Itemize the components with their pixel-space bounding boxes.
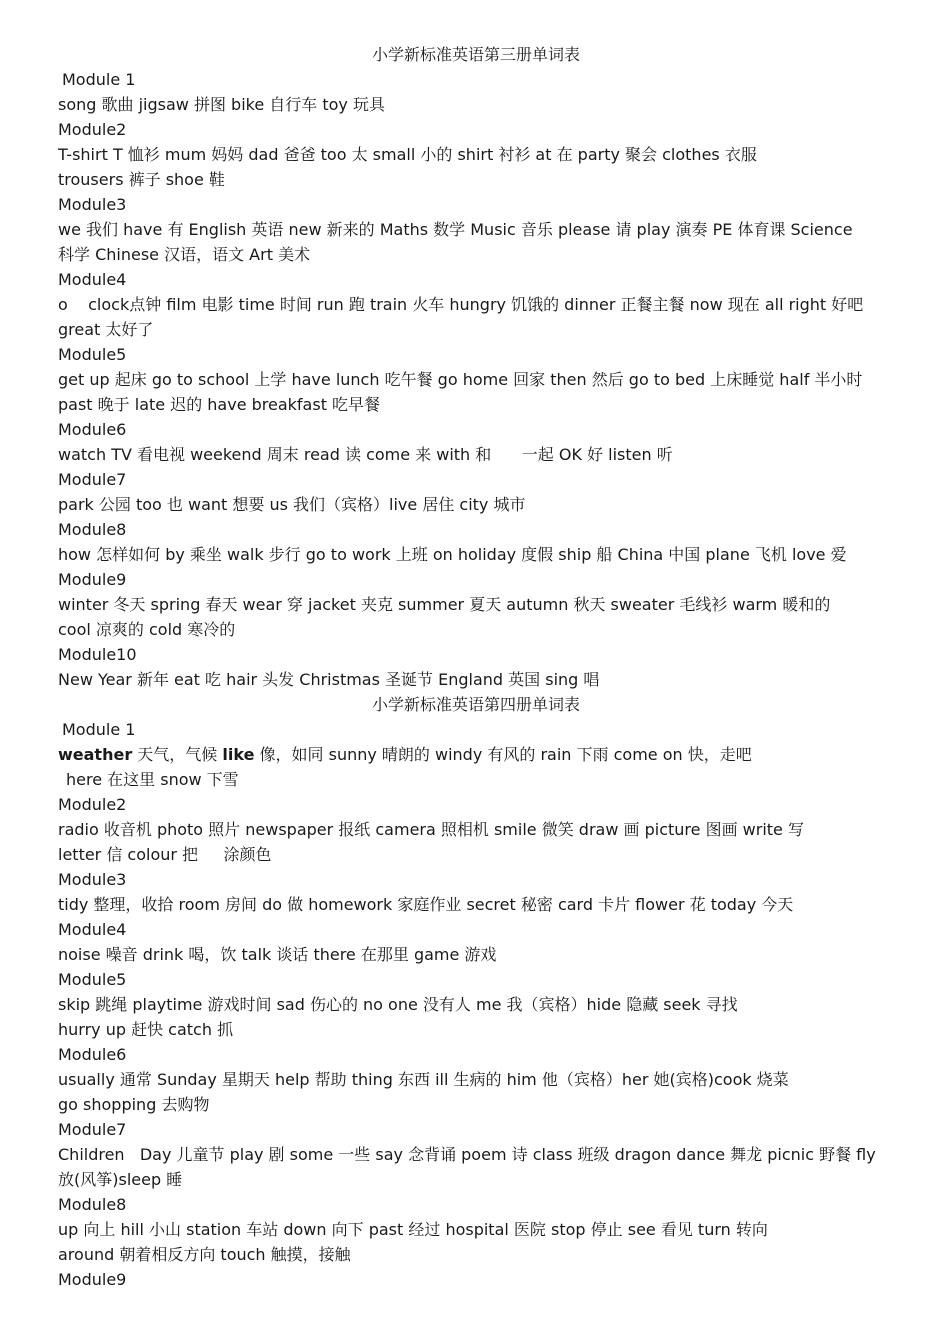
book3-module5-words: get up 起床 go to school 上学 have lunch 吃午餐 go home 回家 then 然后 go to bed 上床睡觉 half 半小时 [58, 370, 863, 389]
book3-module4-heading: Module4 [58, 270, 127, 289]
book3-module9-words: winter 冬天 spring 春天 wear 穿 jacket 夹克 summer 夏天 autumn 秋天 sweater 毛线衫 warm 暖和的 [58, 595, 831, 614]
book3-module5-heading: Module5 [58, 345, 127, 364]
book4-module6-words: usually 通常 Sunday 星期天 help 帮助 thing 东西 ill 生病的 him 他（宾格）her 她(宾格)cook 烧菜 [58, 1070, 789, 1089]
book4-module9-heading: Module9 [58, 1270, 127, 1289]
book3-module8-words: how 怎样如何 by 乘坐 walk 步行 go to work 上班 on holiday 度假 ship 船 China 中国 plane 飞机 love 爱 [58, 545, 847, 564]
book3-title: 小学新标准英语第三册单词表 [371, 45, 580, 64]
book3-module9-heading: Module9 [58, 570, 127, 589]
book4-module4-heading: Module4 [58, 920, 127, 939]
book3-module7-heading: Module7 [58, 470, 127, 489]
book4-module8-heading: Module8 [58, 1195, 127, 1214]
book4-module8-words: up 向上 hill 小山 station 车站 down 向下 past 经过 hospital 医院 stop 停止 see 看见 turn 转向 [58, 1220, 768, 1239]
word-like: like [222, 745, 255, 764]
book4-module5-heading: Module5 [58, 970, 127, 989]
book4-module5-words-cont: hurry up 赶快 catch 抓 [58, 1020, 234, 1039]
book3-module10-heading: Module10 [58, 645, 137, 664]
book3-module2-heading: Module2 [58, 120, 127, 139]
word-weather-meaning: 天气，气候 [132, 745, 223, 764]
book3-module3-words-cont: 科学 Chinese 汉语，语文 Art 美术 [58, 245, 311, 264]
book3-module4-words-cont: great 太好了 [58, 320, 154, 339]
book3-module5-words-cont: past 晚于 late 迟的 have breakfast 吃早餐 [58, 395, 381, 414]
book3-module3-heading: Module3 [58, 195, 127, 214]
book3-module7-words: park 公园 too 也 want 想要 us 我们（宾格）live 居住 city 城市 [58, 495, 526, 514]
book3-module1-heading: Module 1 [62, 70, 136, 89]
book4-module1-words [58, 742, 894, 767]
book4-module1-words-rest: 像，如同 sunny 晴朗的 windy 有风的 rain 下雨 come on 快，走吧 [254, 745, 752, 764]
book3-module2-words: T-shirt T 恤衫 mum 妈妈 dad 爸爸 too 太 small 小的 shirt 衬衫 at 在 party 聚会 clothes 衣服 [58, 145, 757, 164]
book4-module2-heading: Module2 [58, 795, 127, 814]
word-weather: weather [58, 745, 133, 764]
book4-module2-words: radio 收音机 photo 照片 newspaper 报纸 camera 照相机 smile 微笑 draw 画 picture 图画 write 写 [58, 820, 804, 839]
book3-module4-words: o clock点钟 film 电影 time 时间 run 跑 train 火车 hungry 饥饿的 dinner 正餐主餐 now 现在 all right 好吧 [58, 295, 864, 314]
book4-title: 小学新标准英语第四册单词表 [371, 695, 580, 714]
book4-module7-words-cont: 放(风筝)sleep 睡 [58, 1170, 183, 1189]
book4-module6-heading: Module6 [58, 1045, 127, 1064]
book4-module1-words-cont: here 在这里 snow 下雪 [66, 770, 239, 789]
book4-module8-words-cont: around 朝着相反方向 touch 触摸，接触 [58, 1245, 351, 1264]
book3-module8-heading: Module8 [58, 520, 127, 539]
book3-module9-words-cont: cool 凉爽的 cold 寒冷的 [58, 620, 236, 639]
book4-module6-words-cont: go shopping 去购物 [58, 1095, 210, 1114]
book3-module6-heading: Module6 [58, 420, 127, 439]
book4-module3-words: tidy 整理，收拾 room 房间 do 做 homework 家庭作业 secret 秘密 card 卡片 flower 花 today 今天 [58, 895, 794, 914]
book3-module10-words: New Year 新年 eat 吃 hair 头发 Christmas 圣诞节 England 英国 sing 唱 [58, 670, 600, 689]
book3-module3-words: we 我们 have 有 English 英语 new 新来的 Maths 数学 Music 音乐 please 请 play 演奏 PE 体育课 Science [58, 220, 853, 239]
book4-module7-words: Children Day 儿童节 play 剧 some 一些 say 念背诵 poem 诗 class 班级 dragon dance 舞龙 picnic 野餐 fly [58, 1145, 876, 1164]
book3-module1-words: song 歌曲 jigsaw 拼图 bike 自行车 toy 玩具 [58, 95, 385, 114]
book4-module1-heading: Module 1 [62, 720, 136, 739]
book4-module4-words: noise 噪音 drink 喝，饮 talk 谈话 there 在那里 game 游戏 [58, 945, 497, 964]
book4-module7-heading: Module7 [58, 1120, 127, 1139]
book4-module5-words: skip 跳绳 playtime 游戏时间 sad 伤心的 no one 没有人 me 我（宾格）hide 隐藏 seek 寻找 [58, 995, 738, 1014]
book3-module6-words: watch TV 看电视 weekend 周末 read 读 come 来 with 和 一起 OK 好 listen 听 [58, 445, 673, 464]
book3-module2-words-cont: trousers 裤子 shoe 鞋 [58, 170, 225, 189]
document-page [58, 42, 894, 1292]
book4-module2-words-cont: letter 信 colour 把 涂颜色 [58, 845, 272, 864]
book4-module3-heading: Module3 [58, 870, 127, 889]
